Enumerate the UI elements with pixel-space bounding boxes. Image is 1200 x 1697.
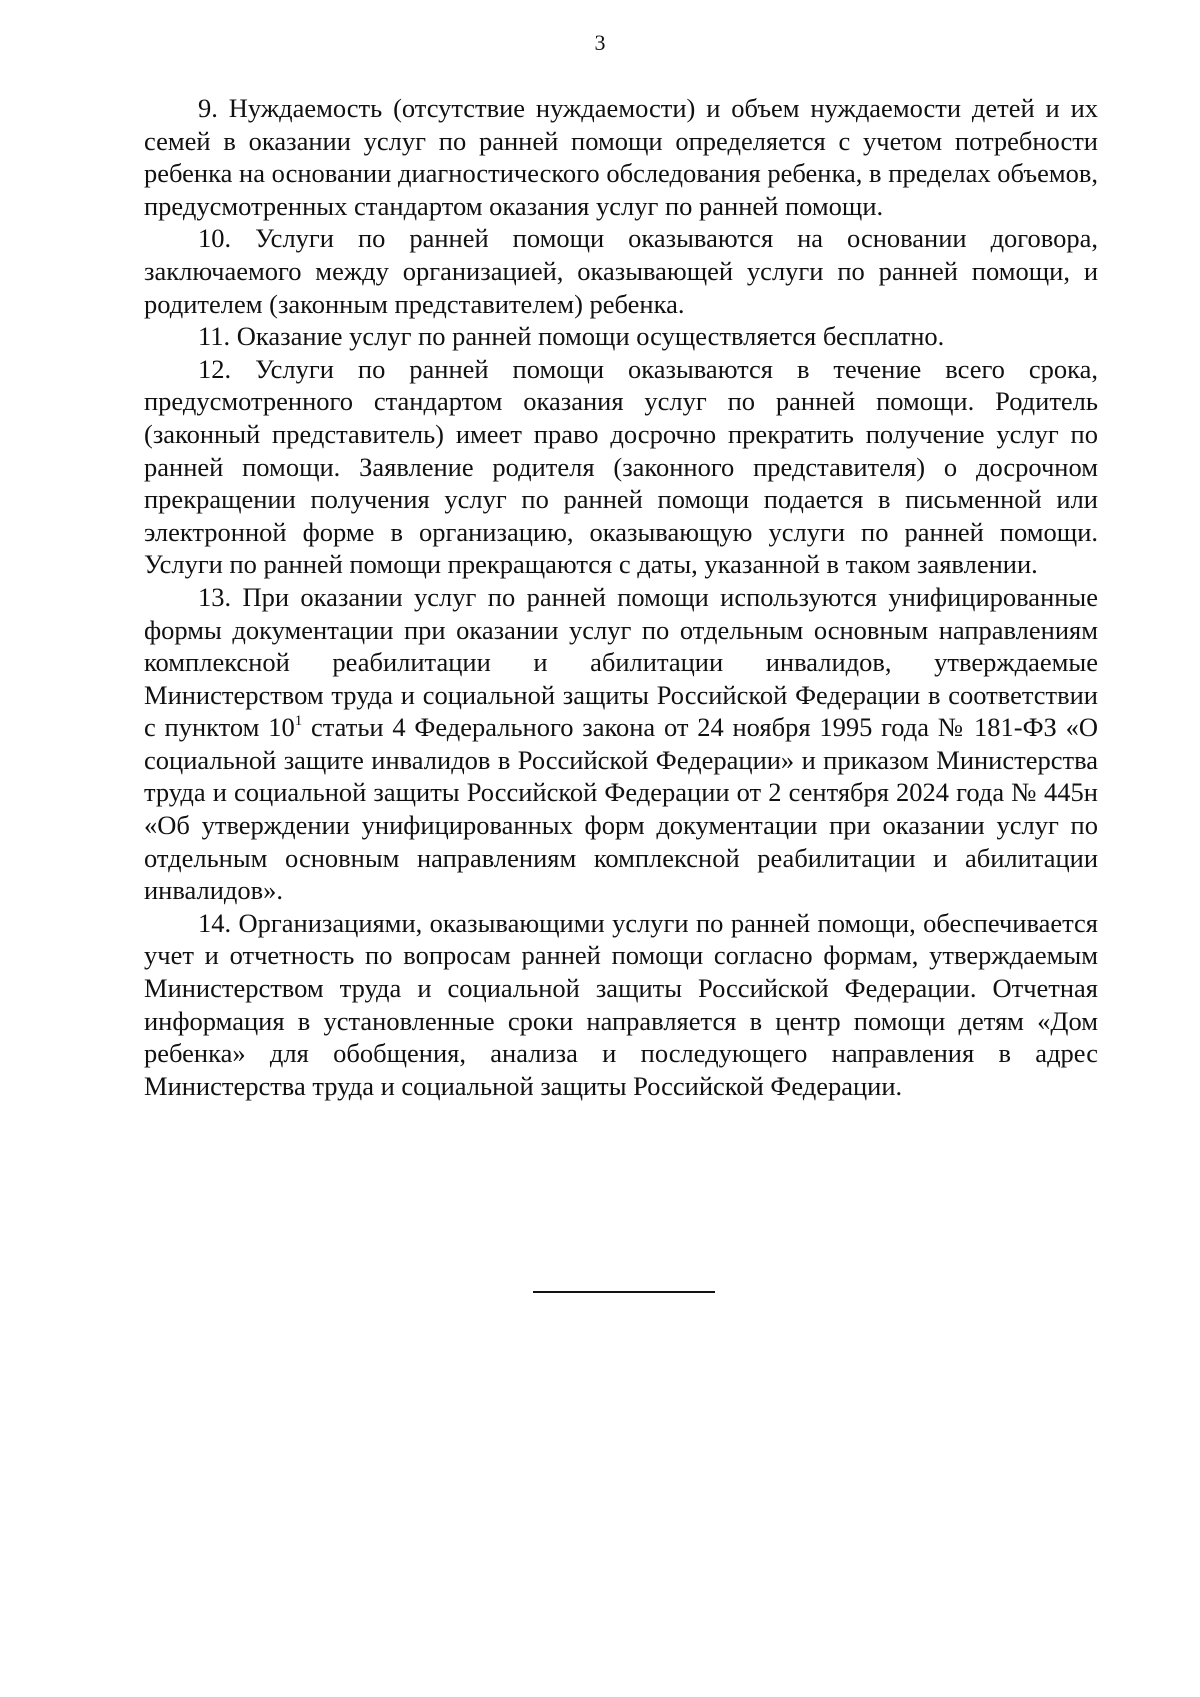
paragraph-12: 12. Услуги по ранней помощи оказываются в течение всего срока, предусмотренного стандартом оказания услуг по ранней помощи. Родитель (законный представитель) имеет право досрочно прекратить получение услуг по ранней помощи. Заявление родителя (законного представителя) о досрочном прекращении получения услуг по ранней помощи подается в письменной или электронной форме в организацию, оказывающую услуги по ранней помощи. Услуги по ранней помощи прекращаются с даты, указанной в таком заявлении. [144, 353, 1098, 580]
footnote-superscript: 1 [294, 713, 303, 730]
paragraph-10: 10. Услуги по ранней помощи оказываются на основании договора, заключаемого между организацией, оказывающей услуги по ранней помощи, и родителем (законным представителем) ребенка. [144, 223, 1098, 319]
paragraph-13 [144, 581, 1098, 907]
paragraph-13-text-after: статьи 4 Федерального закона от 24 ноября 1995 года № 181-ФЗ «О социальной защите инвалидов в Российской Федерации» и приказом Министерства труда и социальной защиты Российской Федерации от 2 сентября 2024 года № 445н «Об утверждении унифицированных форм документации при оказании услуг по отдельным основным направлениям комплексной реабилитации и абилитации инвалидов». [144, 712, 1098, 906]
paragraph-13-text-before: 13. При оказании услуг по ранней помощи используются унифицированные формы документации при оказании услуг по отдельным основным направлениям комплексной реабилитации и абилитации инвалидов, утверждаемые Министерством труда и социальной защиты Российской Федерации в соответствии с пунктом 10 [144, 581, 1098, 743]
paragraph-14: 14. Организациями, оказывающими услуги по ранней помощи, обеспечивается учет и отчетность по вопросам ранней помощи согласно формам, утверждаемым Министерством труда и социальной защиты Российской Федерации. Отчетная информация в установленные сроки направляется в центр помощи детям «Дом ребенка» для обобщения, анализа и последующего направления в адрес Министерства труда и социальной защиты Российской Федерации. [144, 907, 1098, 1101]
page-number: 3 [594, 30, 606, 55]
document-body [144, 92, 1098, 1102]
paragraph-11: 11. Оказание услуг по ранней помощи осуществляется бесплатно. [198, 321, 945, 352]
paragraph-9: 9. Нуждаемость (отсутствие нуждаемости) и объем нуждаемости детей и их семей в оказании услуг по ранней помощи определяется с учетом потребности ребенка на основании диагностического обследования ребенка, в пределах объемов, предусмотренных стандартом оказания услуг по ранней помощи. [144, 93, 1098, 221]
end-of-document-rule [533, 1291, 715, 1293]
